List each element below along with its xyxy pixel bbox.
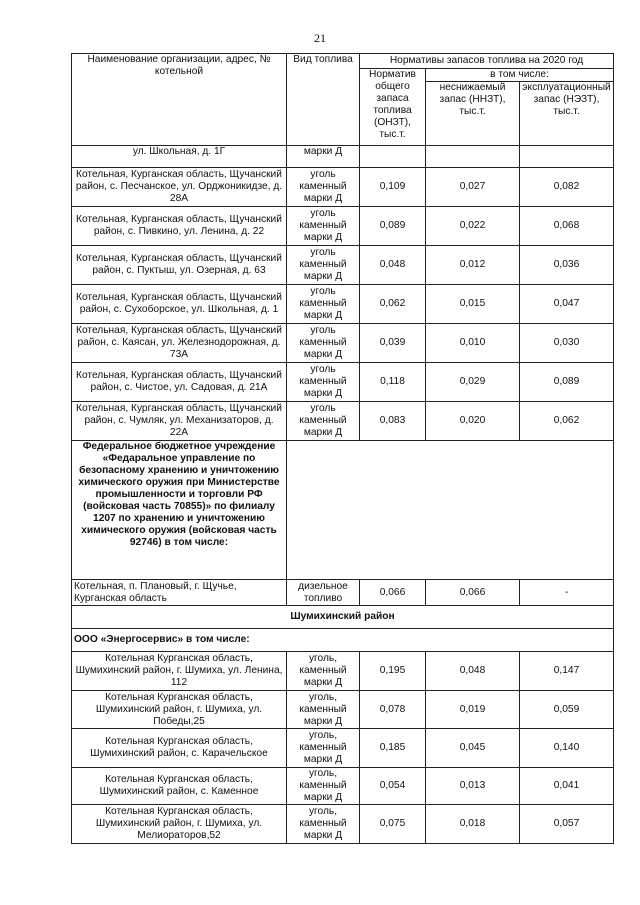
cell-nnzt: 0,048 xyxy=(426,652,520,691)
table-row xyxy=(72,652,614,691)
cell-total: 0,089 xyxy=(360,207,426,246)
cell-nnzt: 0,010 xyxy=(426,324,520,363)
cell-nnzt: 0,066 xyxy=(426,580,520,606)
header-including: в том числе: xyxy=(426,69,614,82)
cell-fuel: уголь каменный марки Д xyxy=(287,324,360,363)
header-norms-group: Нормативы запасов топлива на 2020 год xyxy=(360,54,614,69)
cell-total: 0,083 xyxy=(360,402,426,441)
page-number: 21 xyxy=(314,31,326,45)
cell-nnzt: 0,012 xyxy=(426,246,520,285)
cell-nezt: 0,062 xyxy=(520,402,614,441)
header-nnzt: неснижаемый запас (ННЗТ), тыс.т. xyxy=(426,82,520,146)
table-row xyxy=(72,246,614,285)
cell-fuel: уголь каменный марки Д xyxy=(287,402,360,441)
table-row xyxy=(72,729,614,768)
cell-org: Котельная, Курганская область, Щучанский район, с. Чистое, ул. Садовая, д. 21А xyxy=(72,363,287,402)
cell-fuel: уголь каменный марки Д xyxy=(287,168,360,207)
cell-org: Котельная, Курганская область, Щучанский район, с. Пивкино, ул. Ленина, д. 22 xyxy=(72,207,287,246)
district-heading: Шумихинский район xyxy=(72,606,614,629)
cell-total: 0,054 xyxy=(360,768,426,805)
cell-nezt: 0,047 xyxy=(520,285,614,324)
cell-nnzt: 0,013 xyxy=(426,768,520,805)
cell-nezt: 0,089 xyxy=(520,363,614,402)
fuel-reserve-table xyxy=(71,53,614,844)
table-row xyxy=(72,207,614,246)
cell-org: Котельная, Курганская область, Щучанский район, с. Каясан, ул. Железнодорожная, д. 73А xyxy=(72,324,287,363)
cell-fuel: уголь каменный марки Д xyxy=(287,285,360,324)
table-row xyxy=(72,146,614,168)
cell-fuel: уголь, каменный марки Д xyxy=(287,729,360,768)
cell-fuel: уголь, каменный марки Д xyxy=(287,652,360,691)
cell-nnzt: 0,018 xyxy=(426,805,520,844)
cell-nezt: 0,082 xyxy=(520,168,614,207)
table-row xyxy=(72,580,614,606)
cell-fuel: уголь каменный марки Д xyxy=(287,246,360,285)
cell-org: Котельная, Курганская область, Щучанский район, с. Сухоборское, ул. Школьная, д. 1 xyxy=(72,285,287,324)
header-org: Наименование организации, адрес, № котельной xyxy=(72,54,287,146)
cell-org: Котельная Курганская область, Шумихинский район, г. Шумиха, ул. Победы,25 xyxy=(72,691,287,729)
table-row xyxy=(72,168,614,207)
cell-org: Котельная Курганская область, Шумихинский район, г. Шумиха, ул. Ленина, 112 xyxy=(72,652,287,691)
cell-total: 0,118 xyxy=(360,363,426,402)
cell-org: Котельная Курганская область, Шумихинский район, г. Шумиха, ул. Мелиораторов,52 xyxy=(72,805,287,844)
table-row xyxy=(72,285,614,324)
cell-nezt: 0,147 xyxy=(520,652,614,691)
table-row xyxy=(72,363,614,402)
cell-nezt: 0,036 xyxy=(520,246,614,285)
cell-nnzt: 0,019 xyxy=(426,691,520,729)
cell-nezt: 0,057 xyxy=(520,805,614,844)
company-heading: ООО «Энергосервис» в том числе: xyxy=(72,629,614,652)
cell-nnzt: 0,015 xyxy=(426,285,520,324)
cell-fuel: уголь каменный марки Д xyxy=(287,363,360,402)
cell-org: Котельная, Курганская область, Щучанский район, с. Песчанское, ул. Орджоникидзе, д. 28А xyxy=(72,168,287,207)
cell-total: 0,075 xyxy=(360,805,426,844)
cell-total: 0,078 xyxy=(360,691,426,729)
cell-total: 0,039 xyxy=(360,324,426,363)
cell-nezt: 0,030 xyxy=(520,324,614,363)
cont-org: ул. Школьная, д. 1Г xyxy=(72,146,287,168)
cell-org: Котельная, п. Плановый, г. Щучье, Курганская область xyxy=(72,580,287,606)
federal-org-name: Федеральное бюджетное учреждение «Федаральное управление по безопасному хранению и уничтожению химического оружия при Министерстве промышленности и торговли РФ (войсковая часть 70855)» по филиалу 1207 по хранению и уничтожению химического оружия (войсковая часть 92746) в том числе: xyxy=(72,441,287,580)
cell-org: Котельная, Курганская область, Щучанский район, с. Пуктыш, ул. Озерная, д. 63 xyxy=(72,246,287,285)
cell-fuel: уголь, каменный марки Д xyxy=(287,691,360,729)
table-row xyxy=(72,691,614,729)
header-nezt: эксплуатационный запас (НЭЗТ), тыс.т. xyxy=(520,82,614,146)
cell-fuel: уголь, каменный марки Д xyxy=(287,805,360,844)
cell-org: Котельная, Курганская область, Щучанский район, с. Чумляк, ул. Механизаторов, д. 22А xyxy=(72,402,287,441)
cell-nezt: 0,041 xyxy=(520,768,614,805)
cell-org: Котельная Курганская область, Шумихинский район, с. Каменное xyxy=(72,768,287,805)
cell-nnzt: 0,027 xyxy=(426,168,520,207)
cell-fuel: уголь каменный марки Д xyxy=(287,207,360,246)
cell-org: Котельная Курганская область, Шумихинский район, с. Карачельское xyxy=(72,729,287,768)
cell-nnzt: 0,020 xyxy=(426,402,520,441)
cell-fuel: уголь, каменный марки Д xyxy=(287,768,360,805)
cell-nezt: - xyxy=(520,580,614,606)
header-fuel: Вид топлива xyxy=(287,54,360,146)
cell-total: 0,185 xyxy=(360,729,426,768)
table-row xyxy=(72,324,614,363)
cell-fuel: дизельное топливо xyxy=(287,580,360,606)
table-row xyxy=(72,402,614,441)
federal-org-row xyxy=(72,441,614,580)
cell-nezt: 0,059 xyxy=(520,691,614,729)
cell-total: 0,048 xyxy=(360,246,426,285)
table-row xyxy=(72,805,614,844)
cell-nnzt: 0,045 xyxy=(426,729,520,768)
cont-fuel: марки Д xyxy=(287,146,360,168)
cell-total: 0,195 xyxy=(360,652,426,691)
cell-total: 0,066 xyxy=(360,580,426,606)
cell-nnzt: 0,029 xyxy=(426,363,520,402)
cell-total: 0,109 xyxy=(360,168,426,207)
cell-nnzt: 0,022 xyxy=(426,207,520,246)
cell-nezt: 0,068 xyxy=(520,207,614,246)
cell-total: 0,062 xyxy=(360,285,426,324)
cell-nezt: 0,140 xyxy=(520,729,614,768)
table-row xyxy=(72,768,614,805)
header-total: Норматив общего запаса топлива (ОНЗТ), тыс.т. xyxy=(360,69,426,146)
